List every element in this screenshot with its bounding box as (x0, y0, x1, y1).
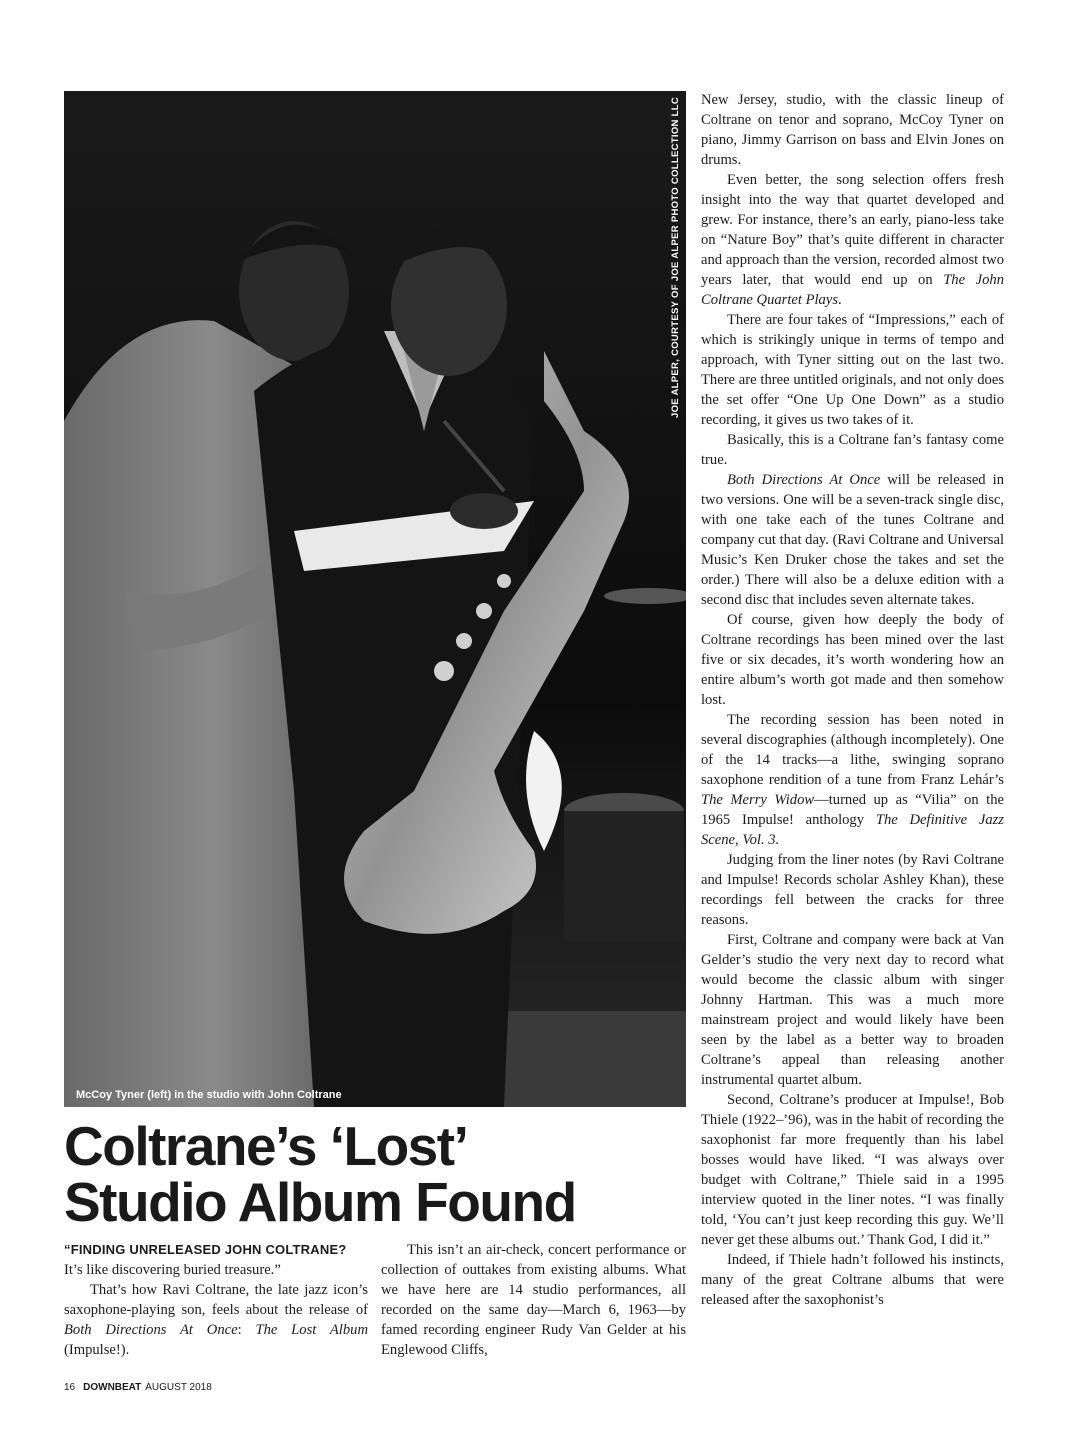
paragraph: First, Coltrane and company were back at Van Gelder’s studio the very next day to record what would become the classic album with singer Johnny Hartman. This was a much more mainstream project and would likely have been seen by the label as a better way to broaden Coltrane’s appeal than releasing another instrumental quartet album. (701, 932, 1004, 1088)
work-title: The Merry Widow (701, 792, 815, 808)
article-column-1 (64, 1240, 368, 1360)
text: That’s how Ravi Coltrane, the late jazz icon’s saxophone-playing son, feels about the release of (64, 1282, 368, 1318)
album-title: The Definitive Jazz Scene, Vol. 3. (701, 812, 1004, 848)
album-title: The John Coltrane Quartet Plays (701, 272, 1004, 308)
paragraph: Second, Coltrane’s producer at Impulse!, Bob Thiele (1922–’96), was in the habit of recording the saxophonist far more frequently than his label bosses would have liked. “I was always over budget with Coltrane,” Thiele said in a 1995 interview quoted in the liner notes. “I was finally told, ‘You can’t just keep recording this guy. We’ll never get these albums out.’ Thank God, I did it.” (701, 1092, 1004, 1248)
text: The recording session has been noted in several discographies (although incompletely). One of the 14 tracks—a lithe, swinging soprano saxophone rendition of a tune from Franz Lehár’s (701, 712, 1004, 788)
magazine-name: DOWNBEAT (83, 1382, 142, 1393)
photo-illustration (64, 91, 686, 1107)
photo-credit-text: JOE ALPER, COURTESY OF JOE ALPER PHOTO COLLECTION LLC (670, 97, 681, 418)
paragraph: New Jersey, studio, with the classic lineup of Coltrane on tenor and soprano, McCoy Tyner on piano, Jimmy Garrison on bass and Elvin Jones on drums. (701, 92, 1004, 168)
paragraph: There are four takes of “Impressions,” each of which is strikingly unique in terms of tempo and approach, with Tyner sitting out on the last two. There are three untitled originals, and not only does the set offer “One Up One Down” as a studio recording, it gives us two takes of it. (701, 312, 1004, 428)
paragraph: Of course, given how deeply the body of Coltrane recordings has been mined over the last five or six decades, it’s worth wondering how an entire album’s worth got made and then somehow lost. (701, 612, 1004, 708)
album-title: Both Directions At Once (64, 1322, 238, 1338)
article-column-2 (381, 1240, 686, 1360)
text: : (237, 1322, 256, 1338)
lead-paragraph (64, 1240, 368, 1280)
paragraph: Indeed, if Thiele hadn’t followed his instincts, many of the great Coltrane albums that were released after the saxophonist’s (701, 1252, 1004, 1308)
paragraph: Judging from the liner notes (by Ravi Coltrane and Impulse! Records scholar Ashley Khan), these recordings fell between the cracks for three reasons. (701, 852, 1004, 928)
page-number: 16 (64, 1382, 76, 1393)
photo-credit (670, 97, 684, 418)
page-footer (64, 1382, 212, 1393)
album-subtitle: The Lost Album (255, 1322, 368, 1338)
text: —turned up as “Vilia” on the 1965 Impulse! anthology (701, 792, 1004, 828)
article-column-3 (701, 90, 1004, 1310)
paragraph: Basically, this is a Coltrane fan’s fantasy come true. (701, 432, 1004, 468)
issue-date: AUGUST 2018 (145, 1382, 212, 1393)
lead-caps: “FINDING UNRELEASED JOHN COLTRANE? (64, 1242, 347, 1257)
text: will be released in two versions. One will be a seven-track single disc, with one take each of the tunes Coltrane and company cut that day. (Ravi Coltrane and Universal Music’s Ken Druker chose the takes and set the order.) There will also be a deluxe edition with a second disc that includes seven alternate takes. (701, 472, 1004, 608)
paragraph (701, 170, 1004, 310)
lead-rest: It’s like discovering buried treasure.” (64, 1262, 281, 1278)
photo-caption: McCoy Tyner (left) in the studio with John Coltrane (76, 1089, 342, 1101)
paragraph (64, 1280, 368, 1360)
photo-coltrane-tyner (64, 91, 686, 1107)
paragraph (701, 470, 1004, 610)
headline-line-1: Coltrane’s ‘Lost’ (64, 1115, 468, 1177)
headline-line-2: Studio Album Found (64, 1171, 576, 1233)
paragraph (701, 710, 1004, 850)
text: . (838, 292, 842, 308)
album-title: Both Directions At Once (727, 472, 881, 488)
paragraph: This isn’t an air-check, concert performance or collection of outtakes from existing albums. What we have here are 14 studio performances, all recorded on the same day—March 6, 1963—by famed recording engineer Rudy Van Gelder at his Englewood Cliffs, (381, 1242, 686, 1358)
article-headline (64, 1115, 694, 1233)
text: (Impulse!). (64, 1342, 130, 1358)
text: Even better, the song selection offers fresh insight into the way that quartet developed and grew. For instance, there’s an early, piano-less take on “Nature Boy” that’s quite different in character and approach than the version, recorded almost two years later, that would end up on (701, 172, 1004, 288)
